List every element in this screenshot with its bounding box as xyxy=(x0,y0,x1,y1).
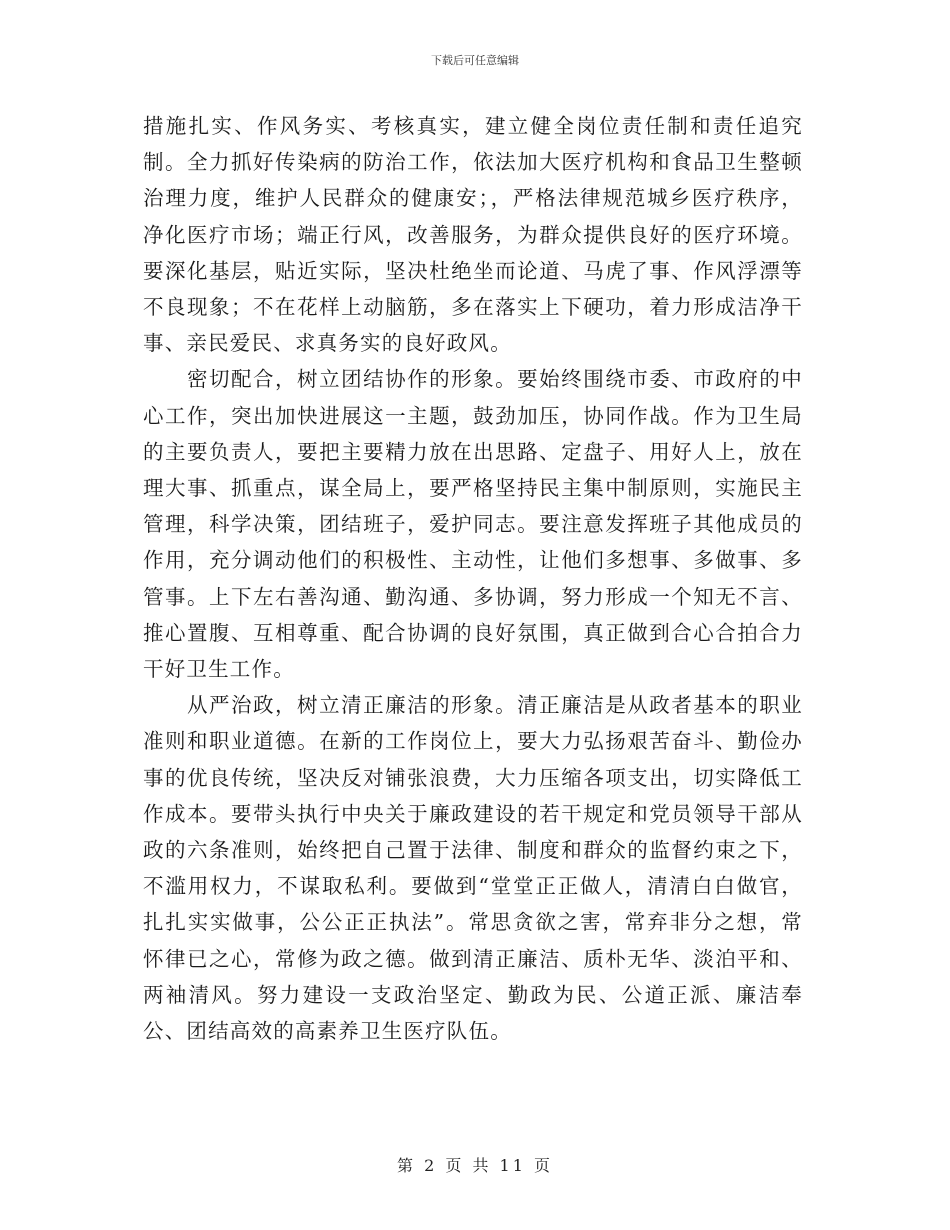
page-number-footer: 第 2 页 共 11 页 xyxy=(397,1156,553,1175)
paragraph-3: 从严治政，树立清正廉洁的形象。清正廉洁是从政者基本的职业准则和职业道德。在新的工作岗位上，要大力弘扬艰苦奋斗、勤俭办事的优良传统，坚决反对铺张浪费，大力压缩各项支出，切实降低工作成本。要带头执行中央关于廉政建设的若干规定和党员领导干部从政的六条准则，始终把自己置于法律、制度和群众的监督约束之下，不滥用权力，不谋取私利。要做到“堂堂正正做人，清清白白做官，扎扎实实做事，公公正正执法”。常思贪欲之害，常弃非分之想，常怀律已之心，常修为政之德。做到清正廉洁、质朴无华、淡泊平和、两袖清风。努力建设一支政治坚定、勤政为民、公道正派、廉洁奉公、团结高效的高素养卫生医疗队伍。 xyxy=(143,693,803,1044)
page-header: 下载后可任意编辑 xyxy=(431,54,519,67)
paragraph-1: 措施扎实、作风务实、考核真实，建立健全岗位责任制和责任追究制。全力抓好传染病的防治工作，依法加大医疗机构和食品卫生整顿治理力度，维护人民群众的健康安；，严格法律规范城乡医疗秩序，净化医疗市场；端正行风，改善服务，为群众提供良好的医疗环境。要深化基层，贴近实际，坚决杜绝坐而论道、马虎了事、作风浮漂等不良现象；不在花样上动脑筋，多在落实上下硬功，着力形成洁净干事、亲民爱民、求真务实的良好政风。 xyxy=(143,114,803,356)
document-body xyxy=(143,108,803,1049)
paragraph-2: 密切配合，树立团结协作的形象。要始终围绕市委、市政府的中心工作，突出加快进展这一主题，鼓劲加压，协同作战。作为卫生局的主要负责人，要把主要精力放在出思路、定盘子、用好人上，放在理大事、抓重点，谋全局上，要严格坚持民主集中制原则，实施民主管理，科学决策，团结班子，爱护同志。要注意发挥班子其他成员的作用，充分调动他们的积极性、主动性，让他们多想事、多做事、多管事。上下左右善沟通、勤沟通、多协调，努力形成一个知无不言、推心置腹、互相尊重、配合协调的良好氛围，真正做到合心合拍合力干好卫生工作。 xyxy=(143,367,803,682)
